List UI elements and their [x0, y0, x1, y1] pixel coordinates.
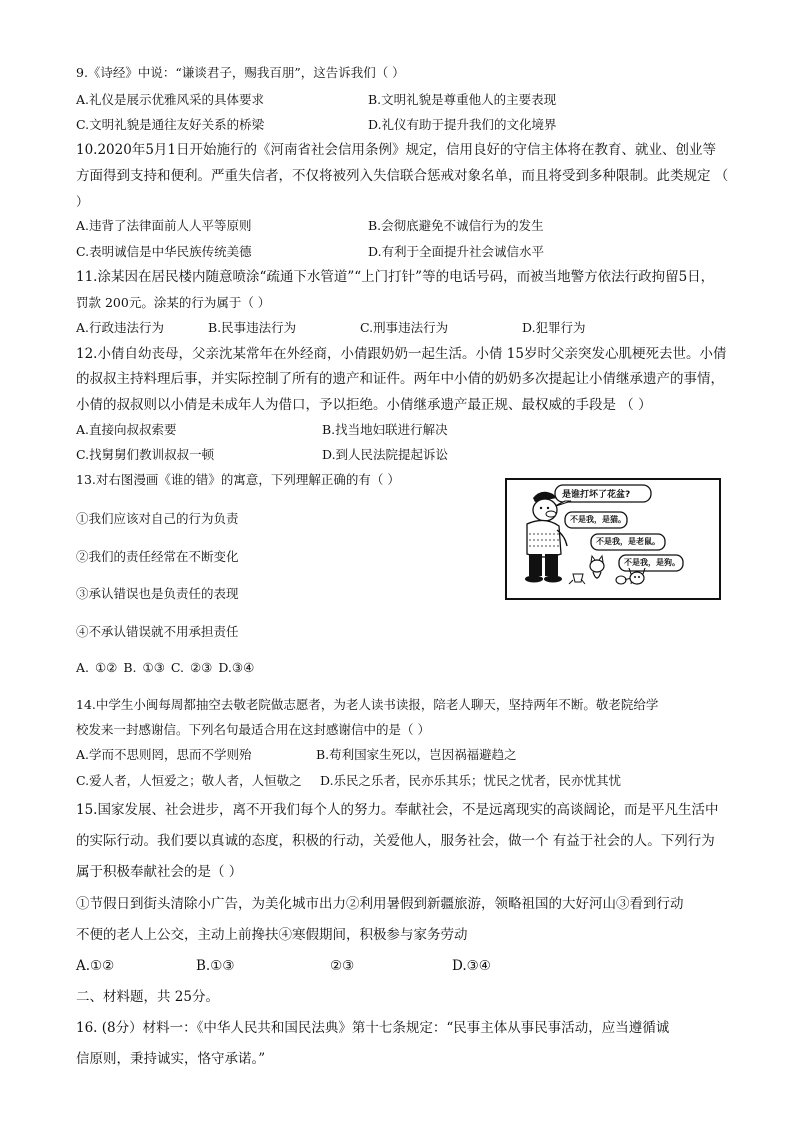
q12-stem-line2: 的叔叔主持料理后事，并实际控制了所有的遗产和证件。两年中小倩的奶奶多次提起让小倩继承遗产的事情，: [76, 371, 724, 387]
q12-stem-line3: 小倩的叔叔则以小倩是未成年人为借口，予以拒绝。小倩继承遗产最正规、最权威的手段是 （ ）: [76, 397, 652, 413]
q12-option-b: B.找当地妇联进行解决: [322, 422, 448, 437]
q15-statement-line2: 不便的老人上公交，主动上前搀扶④寒假期间，积极参与家务劳动: [76, 927, 468, 943]
q14-option-c: C.爱人者，人恒爱之；敬人者，人恒敬之: [76, 773, 302, 788]
q14-option-b: B.苟利国家生死以，岂因祸福避趋之: [316, 747, 517, 762]
q11-stem-line1: 11.涂某因在居民楼内随意喷涂“疏通下水管道”“上门打针”等的电话号码，而被当地警方依法行政拘留5日，: [76, 269, 715, 285]
q10-option-a: A.违背了法律面前人人平等原则: [76, 218, 252, 233]
cartoon-image: [505, 478, 721, 600]
q15-stem-line2: 的实际行动。我们要以真诚的态度，积极的行动，关爱他人，服务社会，做一个 有益于社会的人。下列行为: [76, 833, 715, 849]
q11-option-c: C.刑事违法行为: [360, 320, 449, 335]
q11-option-b: B.民事违法行为: [208, 320, 297, 335]
q15-option-b: B.①③: [196, 958, 235, 974]
q13-statement-2: ②我们的责任经常在不断变化: [76, 549, 239, 564]
q10-option-d: D.有利于全面提升社会诚信水平: [368, 244, 545, 259]
q12-option-c: C.找舅舅们教训叔叔一顿: [76, 447, 215, 462]
q9-stem: 9.《诗经》中说：“谦谈君子，赐我百朋”，这告诉我们（ ）: [76, 65, 405, 80]
q15-option-a: A.①②: [76, 958, 115, 974]
cartoon-bubble-2: 不是我，是猫。: [570, 515, 626, 524]
q13-stem: 13.对右图漫画《谁的错》的寓意，下列理解正确的有（ ）: [76, 472, 400, 487]
q13-options: A. ①② B. ①③ C. ②③ D.③④: [76, 660, 255, 675]
q10-option-c: C.表明诚信是中华民族传统美德: [76, 244, 252, 259]
q14-stem-line2: 校发来一封感谢信。下列名句最适合用在这封感谢信中的是（ ）: [76, 722, 430, 737]
q14-option-d: D.乐民之乐者，民亦乐其乐；忧民之忧者，民亦忧其忧: [320, 773, 622, 788]
q11-option-d: D.犯罪行为: [522, 320, 586, 335]
cartoon-bubble-3: 不是我，是老鼠。: [596, 537, 660, 546]
q15-option-d: D.③④: [452, 958, 491, 974]
cartoon-bubble-4: 不是我，是狗。: [624, 558, 680, 567]
q10-stem-line3: ）: [76, 194, 89, 209]
q13-statement-1: ①我们应该对自己的行为负责: [76, 511, 239, 526]
q15-stem-line1: 15.国家发展、社会进步，离不开我们每个人的努力。奉献社会，不是远离现实的高谈阔论，而是平凡生活中: [76, 802, 719, 818]
q9-option-a: A.礼仪是展示优雅风采的具体要求: [76, 92, 265, 107]
q9-option-d: D.礼仪有助于提升我们的文化境界: [368, 117, 557, 132]
q14-option-a: A.学而不思则罔，思而不学则殆: [76, 747, 252, 762]
q11-option-a: A.行政违法行为: [76, 320, 165, 335]
q12-stem-line1: 12.小倩自幼丧母，父亲沈某常年在外经商，小倩跟奶奶一起生活。小倩 15岁时父亲突发心肌梗死去世。小倩: [76, 346, 727, 362]
q11-stem-line2: 罚款 200元。涂某的行为属于（ ）: [76, 295, 271, 310]
q9-option-c: C.文明礼貌是通往友好关系的桥梁: [76, 117, 265, 132]
q14-stem-line1: 14.中学生小闽每周都抽空去敬老院做志愿者，为老人读书读报，陪老人聊天，坚持两年不断。敬老院给学: [76, 697, 659, 712]
cartoon-bubble-1: 是谁打坏了花盆?: [562, 490, 631, 500]
q16-material-line2: 信原则，秉持诚实，恪守承诺。”: [76, 1051, 266, 1067]
q12-option-a: A.直接向叔叔索要: [76, 422, 177, 437]
q10-option-b: B.会彻底避免不诚信行为的发生: [368, 218, 544, 233]
q16-material-line1: 16. (8分）材料一：《中华人民共和国民法典》第十七条规定：“民事主体从事民事活动，应当遵循诚: [76, 1020, 670, 1036]
q15-stem-line3: 属于积极奉献社会的是（ ）: [76, 864, 243, 880]
q10-stem-line2: 方面得到支持和便利。严重失信者，不仅将被列入失信联合惩戒对象名单，而且将受到多种限制。此类规定 （: [76, 168, 729, 184]
section-2-heading: 二、材料题，共 25分。: [76, 989, 219, 1005]
q15-option-c: ②③: [330, 958, 355, 974]
q9-option-b: B.文明礼貌是尊重他人的主要表现: [368, 92, 557, 107]
q12-option-d: D.到人民法院提起诉讼: [322, 447, 449, 462]
q10-stem-line1: 10.2020年5月1日开始施行的《河南省社会信用条例》规定，信用良好的守信主体将在教育、就业、创业等: [76, 142, 717, 158]
q13-statement-4: ④不承认错误就不用承担责任: [76, 624, 239, 639]
q15-statement-line1: ①节假日到街头清除小广告，为美化城市出力②利用暑假到新疆旅游，领略祖国的大好河山③看到行动: [76, 896, 684, 912]
q13-statement-3: ③承认错误也是负责任的表现: [76, 586, 239, 601]
